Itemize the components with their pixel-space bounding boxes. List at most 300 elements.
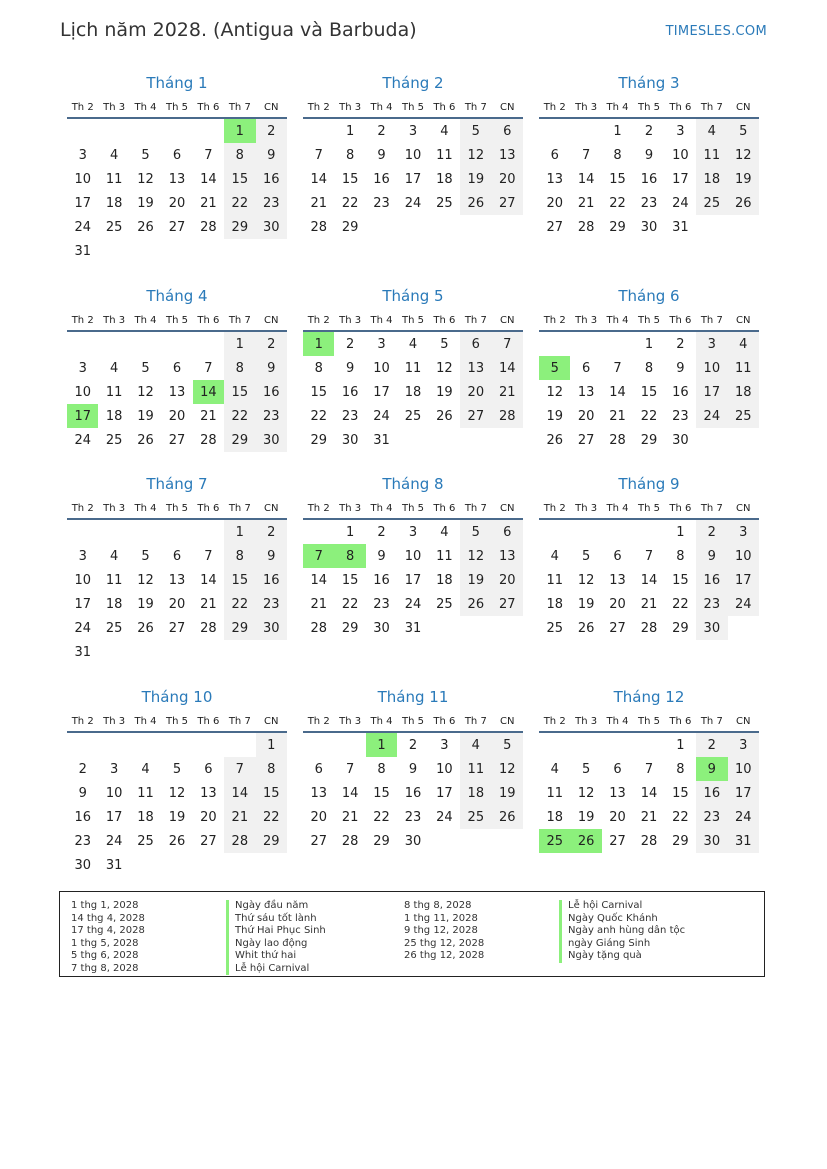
day-cell: 10: [436, 761, 453, 777]
day-cell: 25: [728, 404, 759, 428]
weekday-header: Th 6: [665, 98, 696, 118]
day-cell: 17: [728, 781, 759, 805]
weekday-header: Th 5: [161, 98, 192, 118]
empty-cell: [98, 239, 129, 263]
day-cell: 24: [672, 195, 689, 211]
day-cell: 3: [408, 123, 418, 139]
day-cell: 16: [373, 171, 390, 187]
legend-entry: Ngày lao động: [226, 938, 326, 951]
day-cell: 21: [200, 408, 217, 424]
day-cell: 20: [492, 167, 523, 191]
day-cell: 1: [613, 123, 622, 139]
day-cell: 23: [74, 833, 91, 849]
day-cell: 28: [492, 404, 523, 428]
legend-entry: Ngày đầu năm: [226, 900, 326, 913]
day-cell: 11: [404, 360, 422, 376]
day-cell: 19: [137, 596, 154, 612]
day-cell: 20: [577, 408, 595, 424]
weekday-header: Th 5: [633, 499, 664, 519]
day-cell: 2: [256, 519, 287, 544]
weekday-header: Th 7: [696, 311, 727, 331]
legend-entry: 7 thg 8, 2028: [71, 962, 139, 974]
day-cell: 17: [404, 171, 422, 187]
empty-cell: [98, 519, 129, 544]
legend-entry: 8 thg 8, 2028: [404, 900, 472, 911]
day-cell: 26: [137, 432, 154, 448]
day-cell: 21: [224, 805, 255, 829]
weekday-header: Th 4: [602, 499, 633, 519]
day-cell: 21: [640, 809, 658, 825]
empty-cell: [224, 239, 255, 263]
day-cell: 26: [137, 620, 154, 636]
day-cell: 28: [200, 620, 217, 636]
legend-entry: Ngày anh hùng dân tộc: [559, 925, 685, 938]
day-cell: 13: [168, 384, 186, 400]
day-cell: 26: [492, 805, 523, 829]
day-cell: 29: [373, 833, 390, 849]
weekday-header: CN: [492, 311, 523, 331]
day-cell: 17: [373, 384, 390, 400]
weekday-header: Th 7: [696, 499, 727, 519]
empty-cell: [193, 118, 224, 143]
day-cell: 22: [341, 195, 359, 211]
day-cell: 12: [492, 757, 523, 781]
weekday-header: Th 6: [429, 712, 460, 732]
day-cell: 24: [404, 596, 422, 612]
day-cell: 25: [404, 408, 422, 424]
day-cell: 4: [141, 761, 150, 777]
day-cell: 15: [373, 785, 390, 801]
day-cell: 22: [672, 809, 689, 825]
day-cell: 18: [546, 809, 563, 825]
day-cell: 14: [310, 171, 327, 187]
day-cell: 30: [256, 616, 287, 640]
empty-cell: [397, 215, 428, 239]
site-link[interactable]: TIMESLES.COM: [665, 24, 767, 39]
empty-cell: [366, 215, 397, 239]
month-calendar: [67, 474, 287, 664]
day-cell: 27: [200, 833, 217, 849]
day-cell: 20: [609, 596, 626, 612]
day-cell: 15: [341, 171, 359, 187]
empty-cell: [98, 331, 129, 356]
empty-cell: [570, 519, 601, 544]
empty-cell: [193, 853, 224, 877]
weekday-header: CN: [728, 712, 759, 732]
day-cell: 2: [78, 761, 87, 777]
day-cell: 5: [581, 761, 591, 777]
day-cell: 31: [105, 857, 123, 873]
day-cell: 22: [341, 596, 359, 612]
day-cell: 27: [168, 432, 186, 448]
day-cell: 1: [256, 732, 287, 757]
day-cell: 29: [672, 833, 689, 849]
day-cell: 31: [672, 219, 689, 235]
day-cell: 1: [224, 519, 255, 544]
empty-cell: [67, 519, 98, 544]
day-cell: 6: [172, 360, 182, 376]
day-cell: 28: [577, 219, 595, 235]
weekday-header: Th 5: [397, 712, 428, 732]
day-cell: 19: [460, 167, 491, 191]
empty-cell: [429, 428, 460, 452]
legend-entry: 1 thg 5, 2028: [71, 937, 139, 949]
day-cell: 26: [728, 191, 759, 215]
day-cell: 13: [609, 572, 626, 588]
weekday-header: Th 3: [334, 98, 365, 118]
weekday-header: Th 4: [602, 311, 633, 331]
empty-cell: [539, 118, 570, 143]
weekday-header: Th 4: [366, 712, 397, 732]
empty-cell: [130, 519, 161, 544]
day-cell: 3: [109, 761, 119, 777]
day-cell: 26: [137, 219, 154, 235]
day-cell: 19: [546, 408, 563, 424]
day-cell: 25: [137, 833, 154, 849]
empty-cell: [696, 428, 727, 452]
day-cell: 18: [105, 195, 123, 211]
weekday-header: Th 6: [429, 499, 460, 519]
month-calendar: [303, 474, 523, 640]
weekday-header: Th 6: [429, 98, 460, 118]
day-cell: 11: [436, 548, 453, 564]
day-cell: 9: [696, 544, 727, 568]
day-cell: 1: [345, 123, 355, 139]
day-cell: 13: [546, 171, 563, 187]
day-cell: 3: [676, 123, 685, 139]
weekday-header: CN: [256, 98, 287, 118]
empty-cell: [193, 519, 224, 544]
day-cell: 3: [696, 331, 727, 356]
weekday-header: Th 3: [334, 499, 365, 519]
day-cell: 27: [577, 432, 595, 448]
day-cell: 3: [440, 737, 449, 753]
day-cell: 10: [74, 384, 91, 400]
day-cell: 29: [341, 620, 359, 636]
weekday-header: CN: [256, 499, 287, 519]
holiday-legend: [59, 891, 765, 977]
day-cell: 30: [672, 432, 689, 448]
day-cell: 13: [168, 171, 186, 187]
legend-entry: 26 thg 12, 2028: [404, 950, 485, 961]
weekday-header: Th 4: [366, 311, 397, 331]
day-cell: 23: [696, 805, 727, 829]
day-cell: 26: [577, 620, 595, 636]
day-cell: 15: [609, 171, 626, 187]
day-cell: 14: [341, 785, 359, 801]
day-cell: 6: [492, 118, 523, 143]
day-cell: 27: [168, 219, 186, 235]
day-cell: 23: [373, 596, 390, 612]
day-cell: 28: [224, 829, 255, 853]
day-cell: 14: [200, 572, 217, 588]
day-cell: 8: [314, 360, 323, 376]
empty-cell: [303, 732, 334, 757]
weekday-header: Th 4: [130, 712, 161, 732]
empty-cell: [696, 215, 727, 239]
page-title: Lịch năm 2028. (Antigua và Barbuda): [60, 19, 417, 41]
day-cell: 30: [74, 857, 91, 873]
empty-cell: [130, 331, 161, 356]
day-cell: 22: [256, 805, 287, 829]
empty-cell: [256, 853, 287, 877]
day-cell: 24: [728, 592, 759, 616]
day-cell: 24: [74, 620, 91, 636]
day-cell: 1: [366, 732, 397, 757]
weekday-header: Th 6: [193, 311, 224, 331]
day-cell: 13: [577, 384, 595, 400]
day-cell: 19: [577, 596, 595, 612]
day-cell: 13: [492, 544, 523, 568]
day-cell: 15: [224, 380, 255, 404]
day-cell: 2: [345, 336, 355, 352]
weekday-header: CN: [256, 311, 287, 331]
day-cell: 7: [314, 147, 323, 163]
empty-cell: [539, 331, 570, 356]
day-cell: 15: [224, 167, 255, 191]
day-cell: 17: [105, 809, 123, 825]
day-cell: 16: [256, 568, 287, 592]
weekday-header: Th 7: [460, 311, 491, 331]
day-cell: 16: [640, 171, 658, 187]
day-cell: 20: [546, 195, 563, 211]
day-cell: 3: [78, 147, 87, 163]
day-cell: 22: [310, 408, 327, 424]
weekday-header: CN: [728, 98, 759, 118]
day-cell: 11: [105, 572, 123, 588]
day-cell: 19: [137, 195, 154, 211]
day-cell: 22: [609, 195, 626, 211]
day-cell: 12: [137, 384, 154, 400]
day-cell: 25: [546, 620, 563, 636]
day-cell: 28: [609, 432, 626, 448]
day-cell: 18: [105, 408, 123, 424]
day-cell: 21: [200, 596, 217, 612]
day-cell: 16: [256, 167, 287, 191]
month-calendar: [67, 687, 287, 877]
day-cell: 19: [436, 384, 453, 400]
day-cell: 25: [539, 829, 570, 853]
month-name: Tháng 2: [382, 74, 444, 92]
day-cell: 29: [672, 620, 689, 636]
day-cell: 16: [696, 568, 727, 592]
day-cell: 2: [256, 331, 287, 356]
day-cell: 9: [408, 761, 418, 777]
day-cell: 20: [200, 809, 217, 825]
day-cell: 8: [676, 761, 685, 777]
day-cell: 7: [204, 360, 213, 376]
day-cell: 25: [105, 219, 123, 235]
day-cell: 9: [78, 785, 87, 801]
day-cell: 31: [728, 829, 759, 853]
day-cell: 6: [492, 519, 523, 544]
day-cell: 4: [440, 524, 449, 540]
day-cell: 7: [204, 548, 213, 564]
weekday-header: Th 5: [633, 311, 664, 331]
day-cell: 11: [728, 356, 759, 380]
legend-entry: Lễ hội Carnival: [559, 900, 685, 913]
day-cell: 12: [728, 143, 759, 167]
day-cell: 16: [696, 781, 727, 805]
weekday-header: Th 2: [539, 311, 570, 331]
month-name: Tháng 6: [618, 287, 680, 305]
day-cell: 11: [137, 785, 154, 801]
empty-cell: [602, 331, 633, 356]
day-cell: 5: [141, 360, 150, 376]
day-cell: 13: [492, 143, 523, 167]
day-cell: 23: [341, 408, 359, 424]
weekday-header: Th 7: [696, 712, 727, 732]
day-cell: 19: [460, 568, 491, 592]
weekday-header: Th 4: [366, 98, 397, 118]
empty-cell: [256, 640, 287, 664]
month-name: Tháng 3: [618, 74, 680, 92]
empty-cell: [161, 239, 192, 263]
day-cell: 27: [310, 833, 327, 849]
empty-cell: [460, 829, 491, 853]
day-cell: 15: [640, 384, 658, 400]
day-cell: 11: [460, 757, 491, 781]
legend-entry: 5 thg 6, 2028: [71, 950, 139, 961]
day-cell: 9: [377, 548, 386, 564]
empty-cell: [67, 118, 98, 143]
empty-cell: [492, 428, 523, 452]
empty-cell: [602, 519, 633, 544]
day-cell: 3: [728, 732, 759, 757]
legend-entry: 1 thg 11, 2028: [404, 912, 478, 924]
day-cell: 4: [550, 548, 559, 564]
day-cell: 26: [168, 833, 186, 849]
day-cell: 16: [74, 809, 91, 825]
day-cell: 24: [74, 432, 91, 448]
empty-cell: [633, 732, 664, 757]
day-cell: 8: [613, 147, 622, 163]
month-name: Tháng 7: [146, 475, 208, 493]
day-cell: 9: [696, 757, 727, 781]
day-cell: 15: [256, 781, 287, 805]
day-cell: 14: [200, 171, 217, 187]
day-cell: 21: [492, 380, 523, 404]
day-cell: 5: [728, 118, 759, 143]
weekday-header: Th 7: [224, 499, 255, 519]
day-cell: 3: [728, 519, 759, 544]
day-cell: 11: [696, 143, 727, 167]
day-cell: 8: [676, 548, 685, 564]
day-cell: 8: [345, 147, 355, 163]
empty-cell: [67, 331, 98, 356]
day-cell: 10: [404, 548, 422, 564]
weekday-header: Th 2: [303, 98, 334, 118]
day-cell: 10: [404, 147, 422, 163]
weekday-header: Th 5: [633, 98, 664, 118]
day-cell: 29: [256, 829, 287, 853]
legend-entry: Thứ sáu tốt lành: [226, 913, 326, 926]
day-cell: 5: [141, 548, 150, 564]
day-cell: 29: [224, 428, 255, 452]
weekday-header: Th 2: [539, 98, 570, 118]
day-cell: 4: [109, 360, 119, 376]
day-cell: 22: [224, 592, 255, 616]
empty-cell: [429, 616, 460, 640]
empty-cell: [397, 428, 428, 452]
weekday-header: Th 2: [67, 311, 98, 331]
empty-cell: [492, 829, 523, 853]
weekday-header: Th 5: [397, 311, 428, 331]
day-cell: 9: [256, 143, 287, 167]
legend-entry: 9 thg 12, 2028: [404, 925, 478, 936]
day-cell: 1: [676, 737, 685, 753]
day-cell: 8: [224, 356, 255, 380]
day-cell: 12: [546, 384, 563, 400]
day-cell: 1: [345, 524, 355, 540]
day-cell: 17: [74, 596, 91, 612]
day-cell: 20: [168, 195, 186, 211]
day-cell: 6: [613, 761, 622, 777]
day-cell: 27: [492, 592, 523, 616]
day-cell: 29: [224, 215, 255, 239]
day-cell: 18: [460, 781, 491, 805]
weekday-header: Th 5: [397, 98, 428, 118]
day-cell: 29: [640, 432, 658, 448]
weekday-header: Th 7: [224, 311, 255, 331]
day-cell: 19: [137, 408, 154, 424]
day-cell: 19: [577, 809, 595, 825]
month-name: Tháng 1: [146, 74, 208, 92]
day-cell: 28: [200, 432, 217, 448]
day-cell: 8: [224, 143, 255, 167]
legend-entry: ngày Giáng Sinh: [559, 938, 685, 951]
day-cell: 27: [546, 219, 563, 235]
day-cell: 3: [78, 548, 87, 564]
weekday-header: Th 3: [570, 499, 601, 519]
day-cell: 3: [408, 524, 418, 540]
day-cell: 28: [200, 219, 217, 235]
day-cell: 12: [168, 785, 186, 801]
day-cell: 2: [377, 123, 386, 139]
day-cell: 27: [609, 833, 626, 849]
day-cell: 1: [644, 336, 654, 352]
empty-cell: [570, 732, 601, 757]
day-cell: 14: [640, 785, 658, 801]
weekday-header: Th 6: [193, 499, 224, 519]
weekday-header: Th 4: [366, 499, 397, 519]
day-cell: 9: [345, 360, 355, 376]
legend-entry: Thứ Hai Phục Sinh: [226, 925, 326, 938]
day-cell: 8: [644, 360, 654, 376]
legend-entry: 1 thg 1, 2028: [71, 900, 139, 911]
day-cell: 29: [609, 219, 626, 235]
weekday-header: Th 7: [224, 98, 255, 118]
day-cell: 28: [310, 620, 327, 636]
day-cell: 26: [546, 432, 563, 448]
empty-cell: [67, 732, 98, 757]
weekday-header: Th 2: [539, 499, 570, 519]
month-calendar: [539, 286, 759, 452]
day-cell: 2: [408, 737, 418, 753]
day-cell: 6: [550, 147, 559, 163]
weekday-header: Th 7: [460, 499, 491, 519]
day-cell: 24: [436, 809, 453, 825]
day-cell: 19: [492, 781, 523, 805]
day-cell: 17: [67, 404, 98, 428]
empty-cell: [161, 331, 192, 356]
day-cell: 16: [373, 572, 390, 588]
day-cell: 19: [168, 809, 186, 825]
month-calendar: [539, 687, 759, 853]
weekday-header: Th 2: [303, 499, 334, 519]
day-cell: 6: [460, 331, 491, 356]
day-cell: 12: [577, 785, 595, 801]
